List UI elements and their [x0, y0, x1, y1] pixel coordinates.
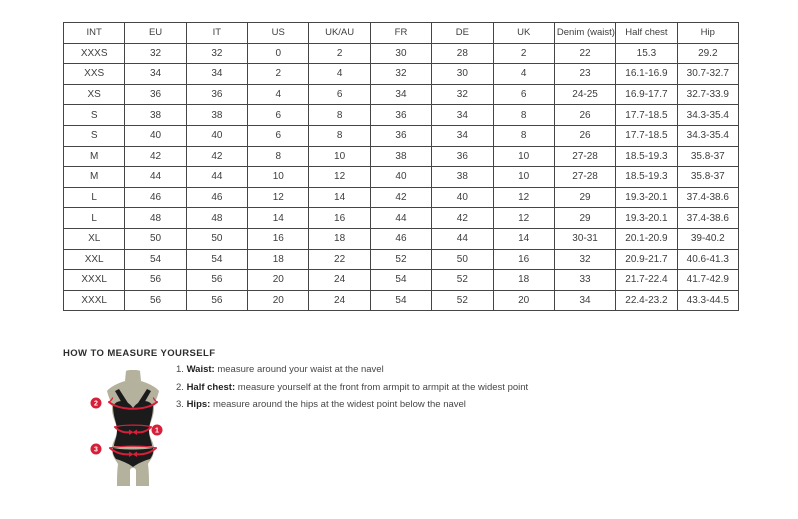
- table-cell: 8: [309, 125, 370, 146]
- table-cell: 52: [432, 270, 493, 291]
- table-cell: 12: [493, 208, 554, 229]
- table-cell: 29.2: [677, 43, 738, 64]
- table-cell: 38: [370, 146, 431, 167]
- table-cell: 41.7-42.9: [677, 270, 738, 291]
- table-cell: 14: [248, 208, 309, 229]
- table-cell: 42: [186, 146, 247, 167]
- table-cell: 10: [248, 167, 309, 188]
- step-text: measure around your waist at the navel: [214, 364, 384, 375]
- column-header: FR: [370, 23, 431, 44]
- table-cell: 34: [554, 290, 615, 311]
- chest-marker-number: 2: [94, 400, 98, 408]
- table-body: [64, 43, 739, 311]
- step-text: measure yourself at the front from armpit to armpit at the widest point: [235, 381, 529, 393]
- table-cell: 35.8-37: [677, 146, 738, 167]
- table-cell: 29: [554, 208, 615, 229]
- table-cell: 6: [493, 84, 554, 105]
- column-header: UK/AU: [309, 23, 370, 44]
- table-cell: 28: [432, 43, 493, 64]
- measure-step: [176, 396, 528, 414]
- mannequin-illustration: [86, 370, 178, 488]
- step-number: 1.: [176, 364, 187, 375]
- table-cell: 50: [125, 228, 186, 249]
- table-cell: 36: [370, 105, 431, 126]
- table-cell: 56: [186, 290, 247, 311]
- table-cell: 19.3-20.1: [616, 208, 677, 229]
- table-cell: 18: [493, 270, 554, 291]
- table-cell: 22.4-23.2: [616, 290, 677, 311]
- table-cell: 20: [493, 290, 554, 311]
- table-cell: XXXL: [64, 290, 125, 311]
- hip-marker-number: 3: [94, 446, 98, 454]
- measure-steps: [176, 361, 528, 414]
- step-number: 2.: [176, 381, 187, 393]
- table-cell: 34: [125, 64, 186, 85]
- table-cell: 40: [125, 125, 186, 146]
- table-cell: 48: [186, 208, 247, 229]
- table-cell: 2: [248, 64, 309, 85]
- table-cell: 34.3-35.4: [677, 125, 738, 146]
- table-cell: 36: [370, 125, 431, 146]
- table-cell: M: [64, 167, 125, 188]
- table-cell: 34.3-35.4: [677, 105, 738, 126]
- table-cell: 20.1-20.9: [616, 228, 677, 249]
- table-cell: 19.3-20.1: [616, 187, 677, 208]
- table-cell: XXL: [64, 249, 125, 270]
- table-header-row: [64, 23, 739, 44]
- column-header: US: [248, 23, 309, 44]
- table-cell: M: [64, 146, 125, 167]
- table-cell: 8: [309, 105, 370, 126]
- table-cell: 8: [248, 146, 309, 167]
- table-cell: 42: [125, 146, 186, 167]
- table-cell: 44: [186, 167, 247, 188]
- table-cell: 15.3: [616, 43, 677, 64]
- table-cell: XXXS: [64, 43, 125, 64]
- table-cell: 22: [554, 43, 615, 64]
- table-cell: 30.7-32.7: [677, 64, 738, 85]
- table-cell: 20: [248, 290, 309, 311]
- table-row: [64, 125, 739, 146]
- table-cell: 36: [186, 84, 247, 105]
- table-cell: 18.5-19.3: [616, 146, 677, 167]
- table-row: [64, 290, 739, 311]
- table-cell: 32: [186, 43, 247, 64]
- table-row: [64, 228, 739, 249]
- table-row: [64, 208, 739, 229]
- table-cell: 34: [432, 125, 493, 146]
- table-row: [64, 64, 739, 85]
- table-cell: 24-25: [554, 84, 615, 105]
- table-row: [64, 270, 739, 291]
- step-label: Waist:: [186, 364, 215, 375]
- table-cell: 36: [432, 146, 493, 167]
- table-cell: 54: [370, 270, 431, 291]
- column-header: DE: [432, 23, 493, 44]
- waist-marker-badge: [152, 425, 163, 436]
- table-cell: 0: [248, 43, 309, 64]
- table-cell: 37.4-38.6: [677, 208, 738, 229]
- table-cell: 34: [370, 84, 431, 105]
- table-cell: 54: [370, 290, 431, 311]
- table-cell: 18: [248, 249, 309, 270]
- table-cell: 20.9-21.7: [616, 249, 677, 270]
- table-cell: 2: [493, 43, 554, 64]
- table-cell: 38: [125, 105, 186, 126]
- step-number: 3.: [176, 399, 187, 410]
- table-cell: 44: [432, 228, 493, 249]
- table-cell: 38: [432, 167, 493, 188]
- table-cell: 10: [309, 146, 370, 167]
- table-cell: 52: [370, 249, 431, 270]
- table-cell: 8: [493, 105, 554, 126]
- table-cell: 38: [186, 105, 247, 126]
- table-cell: 6: [248, 125, 309, 146]
- table-cell: 17.7-18.5: [616, 105, 677, 126]
- table-cell: 10: [493, 146, 554, 167]
- column-header: Half chest: [616, 23, 677, 44]
- table-cell: 48: [125, 208, 186, 229]
- table-cell: 56: [125, 290, 186, 311]
- table-row: [64, 146, 739, 167]
- table-cell: 16.9-17.7: [616, 84, 677, 105]
- measure-step: [176, 379, 528, 397]
- table-cell: 24: [309, 290, 370, 311]
- table-cell: XXXL: [64, 270, 125, 291]
- table-cell: 18: [309, 228, 370, 249]
- table-cell: 32: [554, 249, 615, 270]
- table-cell: 50: [186, 228, 247, 249]
- table-cell: 42: [370, 187, 431, 208]
- measure-section-title: HOW TO MEASURE YOURSELF: [63, 348, 216, 359]
- table-cell: 14: [493, 228, 554, 249]
- table-cell: 46: [186, 187, 247, 208]
- step-label: Half chest:: [186, 381, 236, 393]
- table-cell: 30: [432, 64, 493, 85]
- column-header: EU: [125, 23, 186, 44]
- column-header: INT: [64, 23, 125, 44]
- table-cell: 40: [370, 167, 431, 188]
- table-cell: 4: [493, 64, 554, 85]
- table-cell: S: [64, 125, 125, 146]
- table-cell: 46: [370, 228, 431, 249]
- table-cell: 26: [554, 125, 615, 146]
- table-row: [64, 105, 739, 126]
- measure-step: [176, 361, 528, 379]
- table-cell: 24: [309, 270, 370, 291]
- table-cell: 30: [370, 43, 431, 64]
- table-cell: 40: [186, 125, 247, 146]
- table-cell: 56: [186, 270, 247, 291]
- table-cell: 43.3-44.5: [677, 290, 738, 311]
- measurement-figure: [86, 370, 178, 488]
- table-cell: 44: [370, 208, 431, 229]
- table-cell: 46: [125, 187, 186, 208]
- table-cell: 32.7-33.9: [677, 84, 738, 105]
- table-cell: 17.7-18.5: [616, 125, 677, 146]
- step-label: Hips:: [186, 399, 211, 410]
- table-cell: 6: [248, 105, 309, 126]
- column-header: Hip: [677, 23, 738, 44]
- table-cell: 29: [554, 187, 615, 208]
- table-cell: 6: [309, 84, 370, 105]
- table-cell: 33: [554, 270, 615, 291]
- table-cell: 20: [248, 270, 309, 291]
- table-cell: S: [64, 105, 125, 126]
- table-cell: XXS: [64, 64, 125, 85]
- step-text: measure around the hips at the widest point below the navel: [210, 399, 466, 410]
- table-cell: 16: [493, 249, 554, 270]
- table-cell: 4: [248, 84, 309, 105]
- table-cell: 54: [125, 249, 186, 270]
- table-cell: L: [64, 187, 125, 208]
- table-cell: 21.7-22.4: [616, 270, 677, 291]
- table-cell: 14: [309, 187, 370, 208]
- table-cell: 42: [432, 208, 493, 229]
- table-cell: 4: [309, 64, 370, 85]
- table-cell: 40.6-41.3: [677, 249, 738, 270]
- table-cell: 54: [186, 249, 247, 270]
- table-cell: 32: [432, 84, 493, 105]
- waist-marker-number: 1: [155, 427, 159, 435]
- table-cell: 32: [125, 43, 186, 64]
- table-cell: 34: [186, 64, 247, 85]
- table-cell: 32: [370, 64, 431, 85]
- table-row: [64, 249, 739, 270]
- table-cell: 27-28: [554, 167, 615, 188]
- table-row: [64, 43, 739, 64]
- table-cell: 8: [493, 125, 554, 146]
- table-cell: 34: [432, 105, 493, 126]
- table-cell: 22: [309, 249, 370, 270]
- table-row: [64, 84, 739, 105]
- table-cell: 18.5-19.3: [616, 167, 677, 188]
- table-cell: 10: [493, 167, 554, 188]
- table-cell: 26: [554, 105, 615, 126]
- table-cell: XL: [64, 228, 125, 249]
- table-cell: 56: [125, 270, 186, 291]
- hip-marker-badge: [91, 444, 102, 455]
- table-cell: 35.8-37: [677, 167, 738, 188]
- table-cell: 52: [432, 290, 493, 311]
- table-cell: 16.1-16.9: [616, 64, 677, 85]
- table-cell: 50: [432, 249, 493, 270]
- column-header: UK: [493, 23, 554, 44]
- table-cell: 2: [309, 43, 370, 64]
- table-cell: 30-31: [554, 228, 615, 249]
- table-cell: 12: [248, 187, 309, 208]
- table-cell: 23: [554, 64, 615, 85]
- table-row: [64, 167, 739, 188]
- size-chart-table: [63, 22, 739, 311]
- table-cell: L: [64, 208, 125, 229]
- column-header: IT: [186, 23, 247, 44]
- table-cell: 12: [309, 167, 370, 188]
- table-cell: 16: [248, 228, 309, 249]
- column-header: Denim (waist): [554, 23, 615, 44]
- table-cell: XS: [64, 84, 125, 105]
- table-cell: 16: [309, 208, 370, 229]
- table-cell: 36: [125, 84, 186, 105]
- table-cell: 12: [493, 187, 554, 208]
- table-cell: 39-40.2: [677, 228, 738, 249]
- table-cell: 27-28: [554, 146, 615, 167]
- table-cell: 44: [125, 167, 186, 188]
- table-cell: 40: [432, 187, 493, 208]
- table-row: [64, 187, 739, 208]
- table-cell: 37.4-38.6: [677, 187, 738, 208]
- chest-marker-badge: [91, 398, 102, 409]
